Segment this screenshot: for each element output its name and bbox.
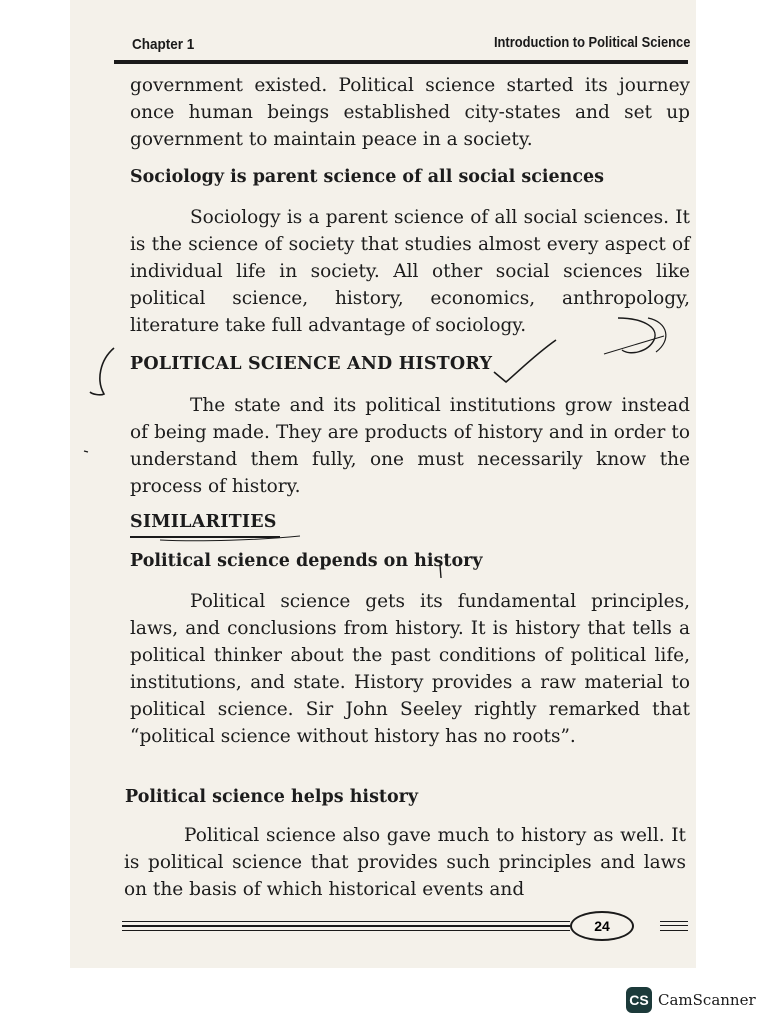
header-rule <box>114 60 688 64</box>
section-heading: POLITICAL SCIENCE AND HISTORY <box>130 354 493 374</box>
chapter-label: Chapter 1 <box>132 36 195 53</box>
page-number: 24 <box>570 911 634 941</box>
intro-block <box>130 72 690 153</box>
camscanner-name: CamScanner <box>658 991 756 1009</box>
section-block <box>130 392 690 500</box>
depends-paragraph-text: Political science gets its fundamental principles, laws, and conclusions from history. It is history that tells a political thinker about the past conditions of political life, institutions, and state. History provides a raw material to political science. Sir John Seeley rightly remarked that “political science without history has no roots”. <box>130 591 690 747</box>
section-paragraph <box>130 392 690 500</box>
sociology-paragraph <box>130 204 690 339</box>
sociology-heading: Sociology is parent science of all social sciences <box>130 167 605 187</box>
depends-block <box>130 588 690 750</box>
depends-paragraph <box>130 588 690 750</box>
camscanner-logo: CS <box>626 987 652 1013</box>
sociology-paragraph-text: Sociology is a parent science of all social sciences. It is the science of society that studies almost every aspect of individual life in society. All other social sciences like political science, history, economics, anthropology, literature take full advantage of sociology. <box>130 207 690 336</box>
helps-heading: Political science helps history <box>125 787 419 807</box>
camscanner-watermark <box>626 985 756 1015</box>
helps-block <box>124 822 686 903</box>
running-header <box>132 34 690 56</box>
helps-paragraph-text: Political science also gave much to history as well. It is political science that provides such principles and laws on the basis of which historical events and <box>124 825 686 900</box>
chapter-title: Introduction to Political Science <box>493 34 690 51</box>
intro-paragraph: government existed. Political science started its journey once human beings established city-states and set up government to maintain peace in a society. <box>130 75 690 150</box>
helps-paragraph <box>124 822 686 903</box>
section-paragraph-text: The state and its political institutions grow instead of being made. They are products of history and in order to understand them fully, one must necessarily know the process of history. <box>130 395 690 497</box>
sociology-block <box>130 204 690 339</box>
depends-heading: Political science depends on history <box>130 551 483 571</box>
similarities-underline <box>130 536 280 538</box>
similarities-heading: SIMILARITIES <box>130 512 277 532</box>
